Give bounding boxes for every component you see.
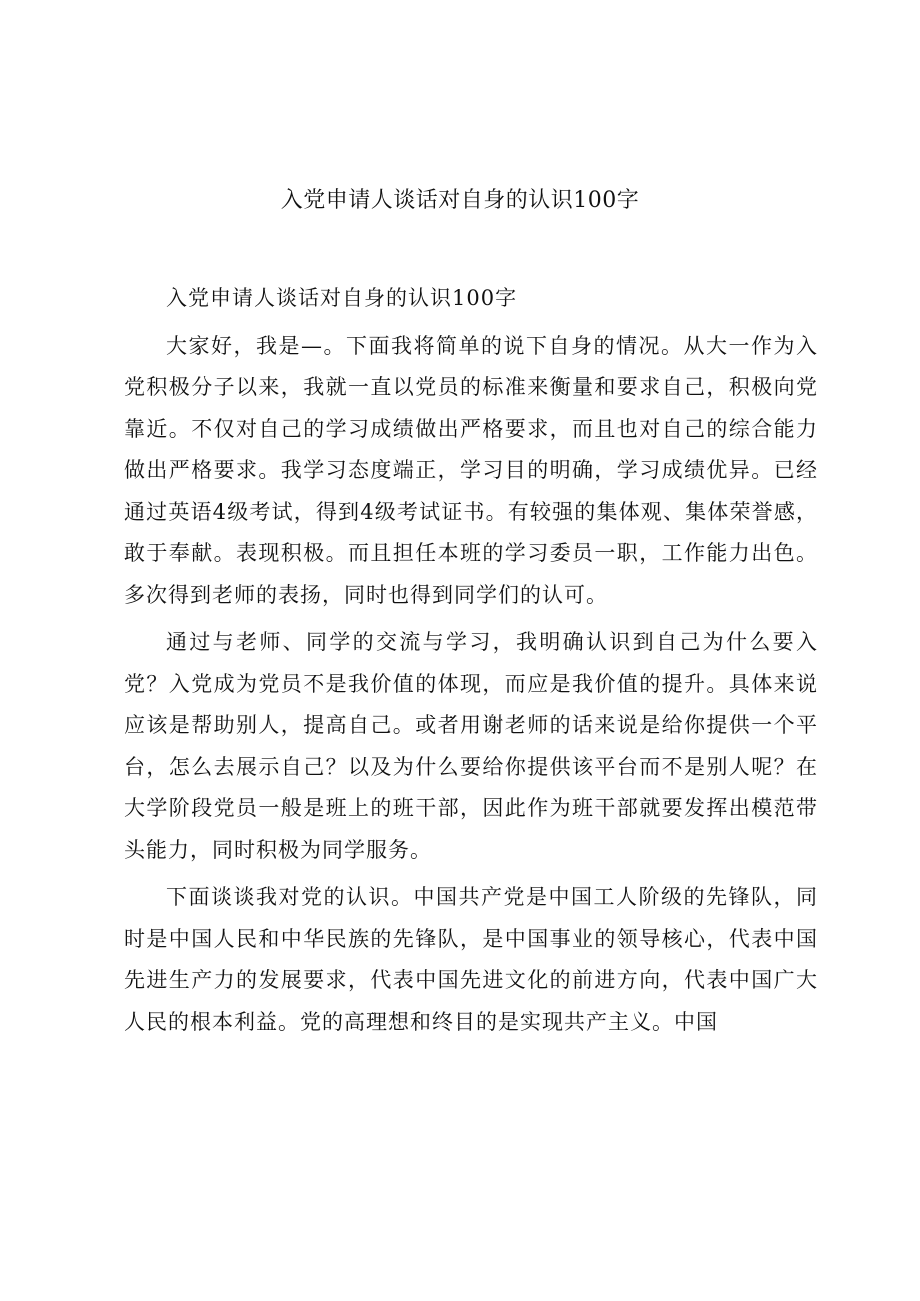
motivation-paragraph: 通过与老师、同学的交流与学习，我明确认识到自己为什么要入党？入党成为党员不是我价值的体现，而应是我价值的提升。具体来说应该是帮助别人，提高自己。或者用谢老师的话来说是给你提供一个平台，怎么去展示自己？以及为什么要给你提供该平台而不是别人呢？在大学阶段党员一般是班上的班干部，因此作为班干部就要发挥出模范带头能力，同时积极为同学服务。: [124, 630, 818, 862]
subtitle-paragraph: 入党申请人谈话对自身的认识100字: [166, 286, 518, 310]
party-understanding-paragraph: 下面谈谈我对党的认识。中国共产党是中国工人阶级的先锋队，同时是中国人民和中华民族的先锋队，是中国事业的领导核心，代表中国先进生产力的发展要求，代表中国先进文化的前进方向，代表中国广大人民的根本利益。党的高理想和终目的是实现共产主义。中国: [124, 885, 818, 1034]
document-body: [124, 278, 818, 1049]
self-introduction-paragraph: 大家好，我是—。下面我将简单的说下自身的情况。从大一作为入党积极分子以来，我就一直以党员的标准来衡量和要求自己，积极向党靠近。不仅对自己的学习成绩做出严格要求，而且也对自己的综合能力做出严格要求。我学习态度端正，学习目的明确，学习成绩优异。已经通过英语4级考试，得到4级考试证书。有较强的集体观、集体荣誉感，敢于奉献。表现积极。而且担任本班的学习委员一职，工作能力出色。多次得到老师的表扬，同时也得到同学们的认可。: [124, 333, 818, 607]
document-title: 入党申请人谈话对自身的认识100字: [280, 188, 640, 213]
